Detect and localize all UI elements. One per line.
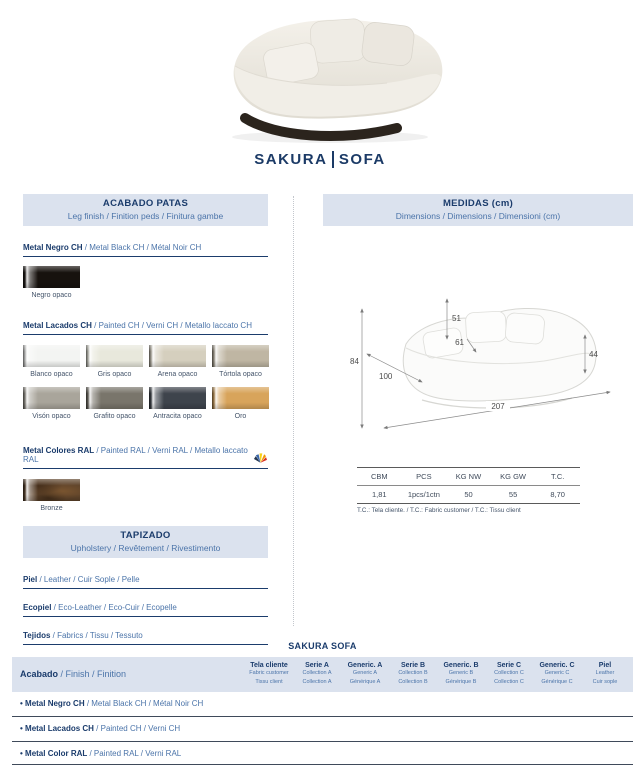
ral-color-fan-icon <box>253 453 268 464</box>
upholstery-item-bold: Tejidos <box>23 631 51 640</box>
column-sub: Collection B <box>398 678 428 685</box>
column-generic-a <box>341 662 389 686</box>
column-sub: Générique C <box>541 678 573 685</box>
swatch-cell <box>86 345 143 378</box>
finish-row-rest: / Painted RAL / Verni RAL <box>87 749 182 759</box>
upholstery-item-ecopiel <box>23 603 268 617</box>
swatch-label: Visón opaco <box>32 413 71 420</box>
swatch-cell <box>23 266 80 299</box>
swatch-label: Blanco opaco <box>30 371 73 378</box>
dimensions-column <box>323 194 633 514</box>
column-title: Generic. B <box>443 662 479 669</box>
column-sub: Collection A <box>302 670 332 676</box>
dim-seat-height: 44 <box>589 350 598 359</box>
column-sub: Generic C <box>544 670 570 676</box>
swatch-label: Grafito opaco <box>93 413 136 420</box>
column-sub: Collection C <box>494 678 524 685</box>
column-title: Generic. C <box>539 662 575 669</box>
column-title: Piel <box>598 662 612 669</box>
column-serie-b <box>389 662 437 686</box>
upholstery-item-rest: / Leather / Cuir Sople / Pelle <box>37 575 140 584</box>
swatch-grafito-opaco <box>86 387 143 409</box>
dim-total-width: 207 <box>491 402 505 411</box>
swatch-cell <box>23 387 80 420</box>
packing-value-tc: 8,70 <box>550 490 565 499</box>
dim-back-cushion-height: 51 <box>452 314 461 323</box>
sofa-photo <box>205 6 460 146</box>
column-sub: Fabric customer <box>249 670 289 676</box>
finish-row-bold: Metal Negro CH <box>25 699 85 709</box>
tc-footnote: T.C.: Tela cliente. / T.C.: Fabric customer / T.C.: Tissu client <box>357 507 521 514</box>
metal-ral-heading-rest: / Painted RAL / Verni RAL / Metallo laccato RAL <box>23 446 248 464</box>
column-title: Generic. A <box>347 662 383 669</box>
column-sub: Generic A <box>352 670 378 676</box>
sofa-cushion-right <box>361 21 416 67</box>
finish-row-header <box>20 669 245 679</box>
swatch-label: Arena opaco <box>157 371 198 378</box>
sofa-outline-sketch <box>403 308 596 408</box>
swatch-vison-opaco <box>23 387 80 409</box>
finish-table-header-bar <box>12 657 633 692</box>
finish-row-metal-lacados <box>12 717 633 742</box>
packing-table-header-row <box>357 468 580 486</box>
upholstery-header-title: TAPIZADO <box>120 530 171 541</box>
column-tela-cliente <box>245 662 293 686</box>
column-sub: Collection A <box>302 678 332 685</box>
finish-columns <box>245 662 629 686</box>
column-title: Tela cliente <box>250 662 288 669</box>
column-sub: Collection B <box>398 670 428 676</box>
upholstery-header <box>23 526 268 558</box>
swatch-label: Antracita opaco <box>153 413 202 420</box>
swatch-cell <box>149 345 206 378</box>
column-sub: Tissu client <box>255 678 283 685</box>
finish-row-header-rest: / Finish / Finition <box>58 669 127 680</box>
leg-finish-header-subtitle: Leg finish / Finition peds / Finitura gambe <box>67 211 224 221</box>
finish-row-rest: / Metal Black CH / Métal Noir CH <box>84 699 204 709</box>
lacados-swatch-grid <box>23 345 268 420</box>
upholstery-item-piel <box>23 575 268 589</box>
swatch-antracita-opaco <box>149 387 206 409</box>
swatch-cell <box>149 387 206 420</box>
column-sub: Generic B <box>448 670 474 676</box>
packing-value-kggw: 55 <box>508 490 518 499</box>
column-sub: Générique B <box>445 678 477 685</box>
metal-lacados-heading <box>23 321 268 335</box>
metal-lacados-heading-bold: Metal Lacados CH <box>23 321 92 330</box>
dim-total-height: 84 <box>350 357 359 366</box>
packing-header-cbm: CBM <box>370 472 388 481</box>
packing-header-kgnw: KG NW <box>455 472 482 481</box>
swatch-tortola-opaco <box>212 345 269 367</box>
leg-finish-header-title: ACABADO PATAS <box>102 198 189 209</box>
dimensions-header <box>323 194 633 226</box>
packing-value-cbm: 1,81 <box>371 490 387 499</box>
finish-availability-table <box>12 641 633 765</box>
upholstery-item-rest: / Fabrics / Tissu / Tessuto <box>50 631 143 640</box>
product-title <box>0 151 640 168</box>
finish-row-bold: Metal Color RAL <box>25 749 88 759</box>
swatch-oro <box>212 387 269 409</box>
dimensions-header-title: MEDIDAS (cm) <box>442 198 514 209</box>
metal-lacados-heading-rest: / Painted CH / Verni CH / Metallo laccato CH <box>91 321 252 330</box>
packing-value-pcs: 1pcs/1ctn <box>407 490 440 499</box>
finish-row-bold: Metal Lacados CH <box>25 724 94 734</box>
swatch-arena-opaco <box>149 345 206 367</box>
packing-header-kggw: KG GW <box>500 472 526 481</box>
column-serie-c <box>485 662 533 686</box>
column-piel <box>581 662 629 686</box>
swatch-bronze <box>23 479 80 501</box>
finish-row-metal-color-ral <box>12 742 633 765</box>
packing-header-pcs: PCS <box>416 472 432 481</box>
metal-negro-heading-bold: Metal Negro CH <box>23 243 83 252</box>
column-sub: Cuir sople <box>592 678 618 685</box>
packing-table-value-row <box>357 486 580 503</box>
dim-seat-depth: 61 <box>455 338 464 347</box>
column-generic-b <box>437 662 485 686</box>
column-serie-a <box>293 662 341 686</box>
swatch-label: Gris opaco <box>97 371 132 378</box>
product-title-type: SOFA <box>338 151 386 168</box>
swatch-cell <box>86 387 143 420</box>
metal-negro-heading-rest: / Metal Black CH / Métal Noir CH <box>82 243 202 252</box>
packing-header-tc: T.C. <box>551 472 565 481</box>
sofa-cushion-center <box>310 18 367 64</box>
swatch-label: Bronze <box>40 505 63 512</box>
swatch-cell <box>212 345 269 378</box>
upholstery-header-subtitle: Upholstery / Revêtement / Rivestimento <box>70 543 221 553</box>
leg-finish-header <box>23 194 268 226</box>
finish-row-header-bold: Acabado <box>20 669 59 680</box>
column-divider <box>293 196 294 626</box>
swatch-cell <box>212 387 269 420</box>
sofa-base <box>245 118 397 136</box>
metal-negro-heading <box>23 243 268 257</box>
title-divider <box>332 151 334 168</box>
swatch-blanco-opaco <box>23 345 80 367</box>
finish-row-rest: / Painted CH / Verni CH <box>93 724 181 734</box>
swatch-gris-opaco <box>86 345 143 367</box>
swatch-label: Oro <box>234 413 247 420</box>
column-sub: Collection C <box>494 670 524 676</box>
packing-value-kgnw: 50 <box>464 490 473 499</box>
swatch-label: Tórtola opaco <box>219 371 262 378</box>
metal-ral-heading-text <box>23 446 249 464</box>
finish-row-metal-negro <box>12 692 633 717</box>
column-sub: Leather <box>595 670 615 676</box>
swatch-cell <box>23 345 80 378</box>
finish-table-title: SAKURA SOFA <box>288 641 357 651</box>
swatch-cell <box>23 479 80 512</box>
upholstery-item-bold: Ecopiel <box>23 603 52 612</box>
leg-finish-column <box>23 194 268 645</box>
dimension-diagram <box>348 282 638 449</box>
dimensions-header-subtitle: Dimensions / Dimensions / Dimensioni (cm) <box>395 211 561 221</box>
product-title-brand: SAKURA <box>254 151 328 168</box>
dim-total-depth: 100 <box>379 372 393 381</box>
column-generic-c <box>533 662 581 686</box>
swatch-negro-opaco <box>23 266 80 288</box>
packing-table <box>357 467 580 504</box>
column-title: Serie B <box>400 662 426 669</box>
column-sub: Générique A <box>349 678 381 685</box>
column-title: Serie C <box>496 662 522 669</box>
upholstery-item-bold: Piel <box>23 575 38 584</box>
swatch-label: Negro opaco <box>31 292 72 299</box>
metal-ral-heading-bold: Metal Colores RAL <box>23 446 95 455</box>
column-title: Serie A <box>305 662 329 669</box>
upholstery-item-rest: / Eco-Leather / Eco-Cuir / Ecopelle <box>51 603 177 612</box>
metal-ral-heading <box>23 446 268 469</box>
